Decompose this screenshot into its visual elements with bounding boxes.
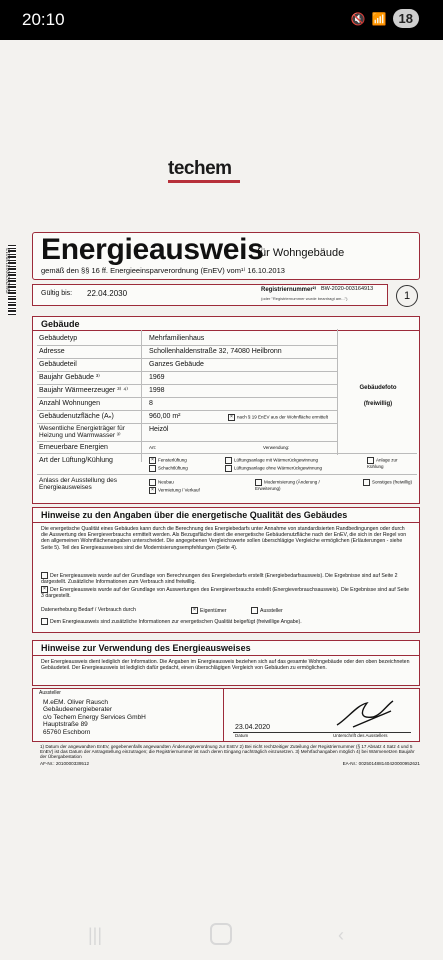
checkbox [41, 618, 48, 625]
checkbox [225, 457, 232, 464]
checkbox-checked: × [191, 607, 198, 614]
construction-year: 1969 [149, 374, 165, 381]
checkbox [367, 457, 374, 464]
signature-label: Unterschrift des Ausstellers [333, 733, 388, 738]
quality-notes-section [32, 507, 420, 633]
ea-number: EA-Nr.: 00250148814042000095262​1 [342, 760, 420, 766]
mute-icon: 🔇 [350, 11, 366, 26]
quality-notes-text: Die energetische Qualität eines Gebäudes kann durch die Berechnung des Energiebedarfs unter Annahme von standardisierten Randbedingungen oder durch die Auswertung des Energieverbrauchs ermittelt werden. Als Bezugsfläche dient die energetische Gebäudenutzfläche nach der EnEV, die sich in der Regel von den allgemeinen Wohnflächenangaben unterscheidet. Die angegebenen Vergleichswerte sollen überschlägige Vergleiche ermöglichen (Erläuterungen - siehe Seite 5). Teil des Energieausweises sind die Modernisierungsempfehlungen (Seite 4). [41, 526, 407, 551]
building-photo-area [337, 329, 418, 455]
quality-notes-title: Hinweise zu den Angaben über die energetische Qualität des Gebäudes [41, 510, 348, 520]
row-label: Adresse [39, 348, 65, 355]
checkbox-checked: × [149, 457, 156, 464]
registration-note: (oder "Registriernummer wurde beantragt am...") [261, 296, 348, 301]
document-header [32, 232, 420, 280]
row-label: Erneuerbare Energien [39, 444, 108, 451]
address: Schollenhaldenstraße 32, 74080 Heilbronn [149, 348, 282, 355]
issuer-section [32, 688, 420, 742]
home-icon[interactable] [210, 923, 232, 945]
option-label: Sonstiges (freiwillig) [372, 479, 413, 485]
checkbox-checked: × [228, 414, 235, 421]
valid-until-label: Gültig bis: [41, 290, 73, 297]
wifi-icon: 📶 [371, 11, 387, 26]
checkbox [149, 479, 156, 486]
option-demand: Der Energieausweis wurde auf der Grundlage von Berechnungen des Energiebedarfs erstellt (Energiebedarfsausweis). Die Ergebnisse sind auf Seite 2 dargestellt. Zusätzliche Informationen zum Verbrauch sind freiwillig. [41, 572, 398, 586]
barcode-number: SW/2020003139012 [5, 248, 12, 294]
row-label: Gebäudenutzfläche (Aₙ) [39, 413, 114, 420]
document-subtitle: für Wohngebäude [257, 247, 345, 259]
option-label: Modernisierung (Änderung / Erweiterung) [255, 479, 320, 491]
issuer-line: M.eEM. Oliver Rausch [43, 699, 109, 706]
row-label: Wesentliche Energieträger für Heizung und Warmwasser ³⁾ [39, 425, 125, 439]
navigation-bar [0, 915, 443, 960]
option-label: Vermietung / Verkauf [158, 487, 200, 493]
footnotes [40, 744, 420, 766]
checkbox [225, 465, 232, 472]
building-section-title: Gebäude [41, 319, 80, 329]
usage-notes-title: Hinweise zur Verwendung des Energieausweises [41, 643, 251, 653]
option-label: Lüftungsanlage mit Wärmerückgewinnung [234, 457, 319, 463]
checkbox [363, 479, 370, 486]
battery-badge: 18 [393, 9, 419, 28]
registration-label: Registriernummer²⁾ [261, 287, 317, 293]
area-note: nach § 19 EnEV aus der Wohnfläche ermittelt [237, 414, 328, 420]
row-label: Gebäudeteil [39, 361, 77, 368]
signature-stamp-icon [333, 697, 399, 731]
row-label: Baujahr Gebäude ³⁾ [39, 374, 100, 381]
checkbox [41, 572, 48, 579]
row-label: Anzahl Wohnungen [39, 400, 100, 407]
issuer-line: c/o Techem Energy Services GmbH [43, 713, 146, 721]
footnote-text: 1) Datum der angewandten EnEV, gegebenenfalls angewandten Änderungsverordnung zur EnEV 2) Bei nicht rechtzeitiger Zuteilung der Registriernummer (§ 17 Absatz 4 Satz 4 und 5 EnEV) ist das Datum der Antragstellung einzutragen; die Registriernummer ist nach deren Eingang nachträglich einzusetzen. 3) Mehrfachangaben möglich 4) bei Wärmenetzen Baujahr der Übergabestation [40, 744, 415, 760]
option-label: Anlage zur Kühlung [367, 457, 398, 469]
logo-underline [168, 180, 240, 183]
heater-year: 1998 [149, 387, 165, 394]
option-label: Fensterlüftung [158, 457, 187, 463]
building-type: Mehrfamilienhaus [149, 335, 205, 342]
owner-option: Eigentümer [200, 607, 227, 614]
art-label: Art: [149, 445, 157, 450]
photo-title: Gebäudefoto [359, 385, 397, 391]
data-collection-label: Datenerhebung Bedarf / Verbrauch durch [41, 607, 136, 613]
checkbox-checked: × [41, 586, 48, 593]
validity-row [32, 284, 388, 306]
techem-logo: techem [168, 158, 232, 179]
energy-carrier: Heizöl [149, 426, 169, 433]
issuer-line: Gebäudeenergieberater [43, 706, 113, 714]
checkbox [149, 465, 156, 472]
issuer-address [43, 699, 146, 736]
usable-area: 960,00 m² [149, 413, 181, 420]
valid-until-date: 22.04.2030 [87, 289, 128, 298]
status-time: 20:10 [22, 10, 65, 29]
option-label: Lüftungsanlage ohne Wärmerückgewinnung [234, 465, 323, 471]
photo-subtitle: (freiwillig) [363, 401, 393, 407]
row-label: Baujahr Wärmeerzeuger ³⁾ ⁴⁾ [39, 387, 128, 394]
row-label: Art der Lüftung/Kühlung [39, 457, 113, 464]
checkbox-checked: × [149, 487, 156, 494]
af-number: AF-Nr.: 2010000339512 [40, 760, 90, 766]
registration-number: BW-2020-003164913 [321, 286, 374, 292]
date-label: Datum [235, 733, 249, 738]
row-label: Anlass der Ausstellung des Energieausweises [39, 477, 118, 491]
issuer-option: Aussteller [260, 607, 283, 614]
usage-notes-text: Der Energieausweis dient lediglich der Information. Die Angaben im Energieausweis beziehen sich auf das gesamte Wohngebäude oder den oben bezeichneten Gebäudeteil. Der Energieausweis ist lediglich dafür gedacht, einen überschlägigen Vergleich von Gebäuden zu ermöglichen. [41, 659, 410, 672]
verwendung-label: Verwendung: [263, 445, 290, 450]
issuer-line: 65760 Eschborn [43, 728, 91, 736]
status-bar [0, 0, 443, 40]
document-title: Energieausweis [41, 233, 264, 266]
issuer-line: Hauptstraße 89 [43, 721, 88, 729]
row-label: Gebäudetyp [39, 335, 78, 342]
option-consumption: Der Energieausweis wurde auf der Grundlage von Auswertungen des Energieverbrauchs erstellt (Energieverbrauchsausweis). Die Ergebnisse sind auf Seite 3 dargestellt. [41, 586, 409, 600]
option-label: Schachtlüftung [158, 465, 188, 471]
checkbox [251, 607, 258, 614]
legal-basis: gemäß den §§ 16 ff. Energieeinsparverordnung (EnEV) vom¹⁾ 16.10.2013 [41, 266, 285, 275]
apartment-count: 8 [149, 400, 153, 407]
issue-date: 23.04.2020 [235, 724, 271, 731]
option-additional: Dem Energieausweis sind zusätzliche Informationen zur energetischen Qualität beigefügt (freiwillige Angabe). [50, 618, 302, 625]
building-part: Ganzes Gebäude [149, 361, 204, 368]
usage-notes-section [32, 640, 420, 686]
page-number: 1 [396, 285, 418, 307]
issuer-label: Aussteller [39, 690, 61, 696]
building-section [32, 316, 420, 504]
checkbox [255, 479, 262, 486]
option-label: Neubau [158, 479, 174, 485]
recent-apps-icon[interactable]: ||| [88, 925, 103, 945]
back-icon[interactable]: ‹ [338, 925, 344, 945]
